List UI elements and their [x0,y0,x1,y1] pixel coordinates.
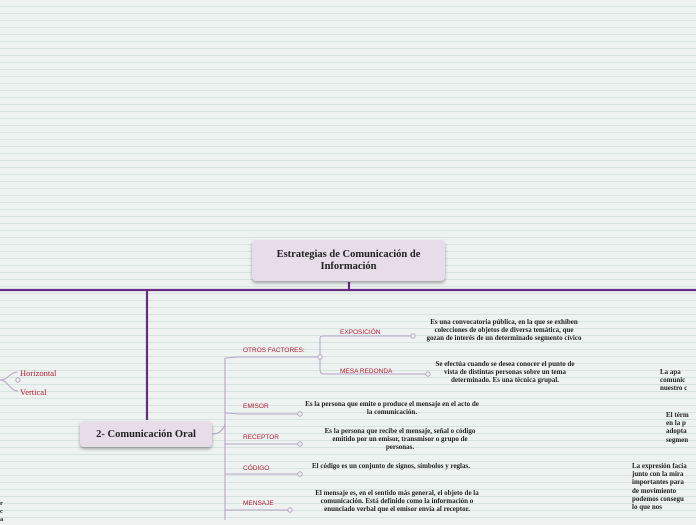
element-text-codigo: El código es un conjunto de signos, símbolos y reglas. [312,462,470,470]
root-title: Estrategias de Comunicación de Información [276,248,421,272]
factor-label-exposicion[interactable]: EXPOSICIÓN [340,329,381,336]
element-label-codigo[interactable]: CÓDIGO [243,465,270,472]
right-cut-text-1: La apa comunic nuestro c [660,368,688,393]
factor-text-exposicion: Es una convocatoria pública, en la que se exhiben colecciones de objetos de diversa temática, que gozan de interés de un determinado segmento cívico [426,318,582,343]
factor-label-mesa-redonda[interactable]: MESA REDONDA [340,368,393,375]
right-cut-text-3: La expresión facia junto con la mira importantes para de movimiento podemos consegu lo que nos [632,462,687,512]
left-item-vertical[interactable]: Vertical [20,387,47,397]
element-label-emisor[interactable]: EMISOR [243,403,269,410]
branch-title: 2- Comunicación Oral [96,428,196,440]
left-cut-text: r c a [0,500,4,524]
element-text-mensaje: El mensaje es, en el sentido más general, el objeto de la comunicación. Está definido como la información o enunciado verbal que el emisor envía al receptor. [315,489,479,514]
factor-text-mesa-redonda: Se efectúa cuando se desea conocer el punto de vista de distintas personas sobre un tema determinado. Es una técnica grupal. [435,360,575,385]
right-cut-text-2: El térm en la p adopta segmen [666,411,689,444]
left-item-horizontal[interactable]: Horizontal [20,368,57,378]
element-label-receptor[interactable]: RECEPTOR [243,434,279,441]
root-node[interactable] [252,240,445,281]
element-label-mensaje[interactable]: MENSAJE [243,500,274,507]
element-text-emisor: Es la persona que emite o produce el mensaje en el acto de la comunicación. [305,400,479,417]
left-connector [0,372,18,391]
branch-node[interactable] [80,421,212,447]
factors-label[interactable]: OTROS FACTORES: [243,347,305,354]
element-text-receptor: Es la persona que recibe el mensaje, señal o código emitido por un emisor, transmisor o grupo de personas. [324,427,476,452]
